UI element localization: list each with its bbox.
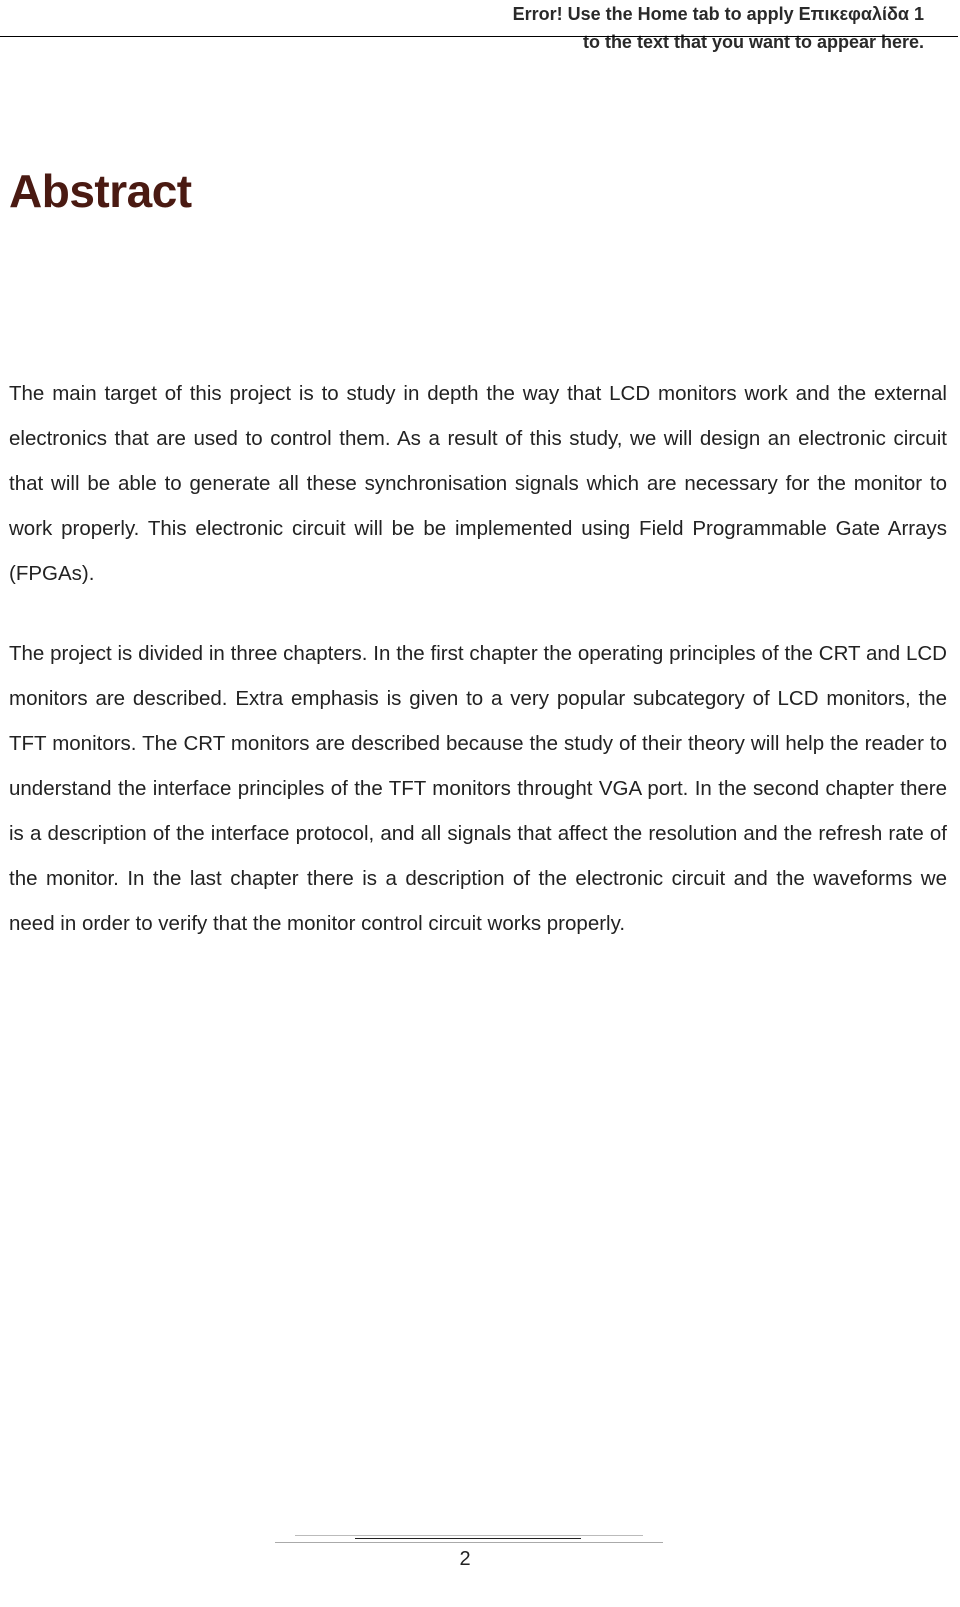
page-number: 2	[459, 1548, 471, 1570]
running-header-line-1: Error! Use the Home tab to apply Επικεφαλίδα 1	[512, 4, 924, 24]
footer-rule-line	[275, 1542, 663, 1543]
footer-rule-line	[355, 1538, 581, 1539]
footer-rule-ornament	[275, 1532, 663, 1546]
header-rule	[0, 36, 958, 37]
abstract-paragraph-2: The project is divided in three chapters. In the first chapter the operating principles of the CRT and LCD monitors are described. Extra emphasis is given to a very popular subcategory of LCD monitors, the TFT monitors. The CRT monitors are described because the study of their theory will help the reader to understand the interface principles of the TFT monitors throught VGA port. In the second chapter there is a description of the interface protocol, and all signals that affect the resolution and the refresh rate of the monitor. In the last chapter there is a description of the electronic circuit and the waveforms we need in order to verify that the monitor control circuit works properly.	[9, 642, 947, 935]
abstract-paragraph-1: The main target of this project is to study in depth the way that LCD monitors work and the external electronics that are used to control them. As a result of this study, we will design an electronic circuit that will be able to generate all these synchronisation signals which are necessary for the monitor to work properly. This electronic circuit will be be implemented using Field Programmable Gate Arrays (FPGAs).	[9, 382, 947, 585]
footer-rule-line	[295, 1535, 643, 1536]
running-header-line-2: to the text that you want to appear here.	[582, 32, 924, 52]
page-title: Abstract	[9, 165, 192, 217]
running-header	[404, 0, 924, 56]
